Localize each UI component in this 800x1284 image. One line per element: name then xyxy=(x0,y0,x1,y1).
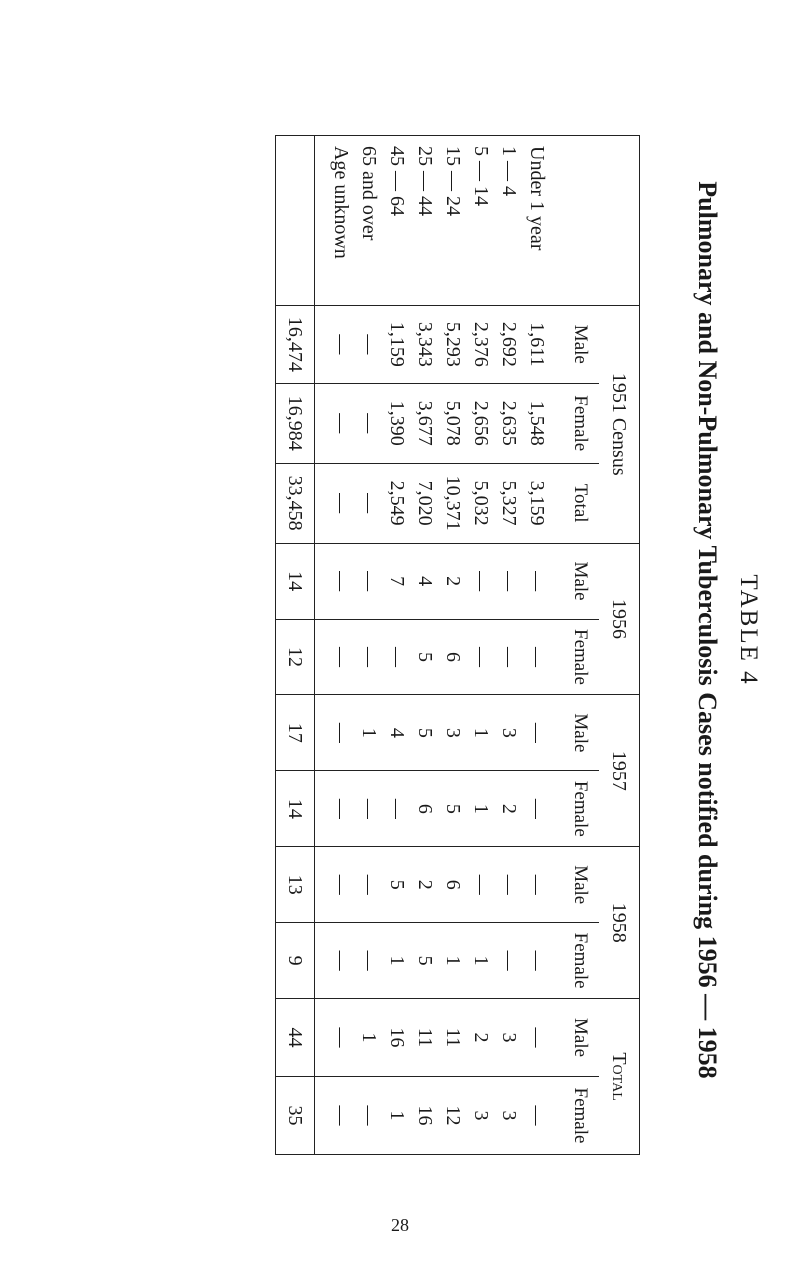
total-cell: 33,458 xyxy=(276,463,315,543)
table-row xyxy=(315,136,356,1155)
total-cell: 16,474 xyxy=(276,305,315,383)
table-title: Pulmonary and Non-Pulmonary Tuberculosis Cases notified during 1956 — 1958 xyxy=(693,181,722,1079)
table-cell: — xyxy=(315,695,356,771)
table-cell: — xyxy=(355,383,383,463)
table-cell: 1 xyxy=(467,923,495,999)
table-cell: — xyxy=(355,847,383,923)
table-cell: 1,390 xyxy=(383,383,411,463)
table-cell: 5,293 xyxy=(439,305,467,383)
age-group-label: Under 1 year xyxy=(523,136,561,306)
table-cell: 1,159 xyxy=(383,305,411,383)
table-cell: — xyxy=(355,1076,383,1154)
table-cell: — xyxy=(355,543,383,619)
table-cell: 5 xyxy=(411,695,439,771)
table-cell: — xyxy=(355,923,383,999)
total-cell: 14 xyxy=(276,543,315,619)
table-cell: 3 xyxy=(439,695,467,771)
table-cell: 6 xyxy=(439,619,467,695)
table-cell: 2 xyxy=(411,847,439,923)
total-cell: 12 xyxy=(276,619,315,695)
table-cell: — xyxy=(467,619,495,695)
table-cell: 11 xyxy=(439,999,467,1077)
table-cell: 5 xyxy=(439,771,467,847)
table-cell: — xyxy=(383,619,411,695)
col-header-female: Female xyxy=(561,1076,599,1154)
totals-row xyxy=(276,136,315,1155)
col-header-female: Female xyxy=(561,923,599,999)
age-group-label: 45 — 64 xyxy=(383,136,411,306)
table-cell: 6 xyxy=(439,847,467,923)
table-cell: — xyxy=(315,771,356,847)
col-header-female: Female xyxy=(561,619,599,695)
table-cell: 16 xyxy=(383,999,411,1077)
table-cell: 2,635 xyxy=(495,383,523,463)
table-cell: — xyxy=(315,305,356,383)
table-cell: 3,159 xyxy=(523,463,561,543)
table-cell: — xyxy=(355,305,383,383)
table-cell: 1 xyxy=(467,771,495,847)
total-cell: 44 xyxy=(276,999,315,1077)
table-row xyxy=(383,136,411,1155)
table-cell: 1 xyxy=(355,695,383,771)
total-cell: 9 xyxy=(276,923,315,999)
group-header-total: Total xyxy=(599,999,640,1155)
table-cell: 7,020 xyxy=(411,463,439,543)
table-cell: — xyxy=(467,543,495,619)
table-cell: 1 xyxy=(383,923,411,999)
table-cell: — xyxy=(315,543,356,619)
group-header-1958: 1958 xyxy=(599,847,640,999)
totals-label-cell xyxy=(276,136,315,306)
table-cell: — xyxy=(355,619,383,695)
table-cell: 1 xyxy=(355,999,383,1077)
table-cell: — xyxy=(495,923,523,999)
tuberculosis-cases-table xyxy=(275,135,640,1155)
table-cell: — xyxy=(495,847,523,923)
table-cell: 4 xyxy=(383,695,411,771)
group-header-1957: 1957 xyxy=(599,695,640,847)
col-header-male: Male xyxy=(561,999,599,1077)
table-cell: 12 xyxy=(439,1076,467,1154)
table-cell: — xyxy=(355,771,383,847)
table-cell: 2,692 xyxy=(495,305,523,383)
table-cell: 3,343 xyxy=(411,305,439,383)
age-group-label: 65 and over xyxy=(355,136,383,306)
age-header-cell xyxy=(561,136,640,306)
table-cell: — xyxy=(523,543,561,619)
table-body xyxy=(315,136,562,1155)
col-header-total: Total xyxy=(561,463,599,543)
table-cell: 1,611 xyxy=(523,305,561,383)
table-cell: — xyxy=(523,847,561,923)
col-header-female: Female xyxy=(561,771,599,847)
col-header-male: Male xyxy=(561,695,599,771)
age-group-label: 15 — 24 xyxy=(439,136,467,306)
table-cell: — xyxy=(495,543,523,619)
table-cell: — xyxy=(523,619,561,695)
table-cell: — xyxy=(467,847,495,923)
col-header-male: Male xyxy=(561,305,599,383)
table-cell: 3 xyxy=(467,1076,495,1154)
table-row xyxy=(439,136,467,1155)
table-cell: 3 xyxy=(495,999,523,1077)
table-cell: — xyxy=(523,771,561,847)
table-cell: 5,078 xyxy=(439,383,467,463)
table-cell: 5 xyxy=(411,923,439,999)
total-cell: 35 xyxy=(276,1076,315,1154)
table-cell: 1,548 xyxy=(523,383,561,463)
table-cell: 1 xyxy=(383,1076,411,1154)
table-cell: 6 xyxy=(411,771,439,847)
table-cell: — xyxy=(523,1076,561,1154)
table-cell: 10,371 xyxy=(439,463,467,543)
table-cell: 5,032 xyxy=(467,463,495,543)
table-cell: — xyxy=(315,923,356,999)
page-number: 28 xyxy=(391,1215,409,1235)
table-cell: 3 xyxy=(495,695,523,771)
table-cell: 2,549 xyxy=(383,463,411,543)
table-cell: — xyxy=(315,1076,356,1154)
table-cell: — xyxy=(523,923,561,999)
table-cell: — xyxy=(355,463,383,543)
table-cell: 1 xyxy=(467,695,495,771)
group-header-1956: 1956 xyxy=(599,543,640,695)
table-cell: — xyxy=(495,619,523,695)
table-cell: 3 xyxy=(495,1076,523,1154)
table-cell: 2 xyxy=(467,999,495,1077)
table-cell: 3,677 xyxy=(411,383,439,463)
table-cell: — xyxy=(315,999,356,1077)
table-cell: 2,376 xyxy=(467,305,495,383)
table-cell: 7 xyxy=(383,543,411,619)
total-cell: 13 xyxy=(276,847,315,923)
table-cell: 5,327 xyxy=(495,463,523,543)
total-cell: 14 xyxy=(276,771,315,847)
age-group-label: Age unknown xyxy=(315,136,356,306)
table-cell: 2 xyxy=(495,771,523,847)
table-heading: TABLE 4 xyxy=(735,574,762,686)
table-cell: 1 xyxy=(439,923,467,999)
table-cell: — xyxy=(315,619,356,695)
table-cell: — xyxy=(315,463,356,543)
table-row xyxy=(355,136,383,1155)
table-cell: 4 xyxy=(411,543,439,619)
age-group-label: 25 — 44 xyxy=(411,136,439,306)
table-row xyxy=(495,136,523,1155)
table-row xyxy=(411,136,439,1155)
age-group-label: 5 — 14 xyxy=(467,136,495,306)
table-cell: — xyxy=(315,847,356,923)
table-cell: 5 xyxy=(383,847,411,923)
table-cell: — xyxy=(383,771,411,847)
col-header-male: Male xyxy=(561,543,599,619)
group-header-census: 1951 Census xyxy=(599,305,640,543)
rotated-page xyxy=(0,100,800,1160)
total-cell: 17 xyxy=(276,695,315,771)
total-cell: 16,984 xyxy=(276,383,315,463)
table-row xyxy=(523,136,561,1155)
table-cell: — xyxy=(315,383,356,463)
table-cell: 2,656 xyxy=(467,383,495,463)
table-cell: 5 xyxy=(411,619,439,695)
table-row xyxy=(467,136,495,1155)
age-group-label: 1 — 4 xyxy=(495,136,523,306)
col-header-female: Female xyxy=(561,383,599,463)
table-cell: 11 xyxy=(411,999,439,1077)
table-cell: — xyxy=(523,999,561,1077)
table-cell: 2 xyxy=(439,543,467,619)
table-cell: — xyxy=(523,695,561,771)
col-header-male: Male xyxy=(561,847,599,923)
table-cell: 16 xyxy=(411,1076,439,1154)
